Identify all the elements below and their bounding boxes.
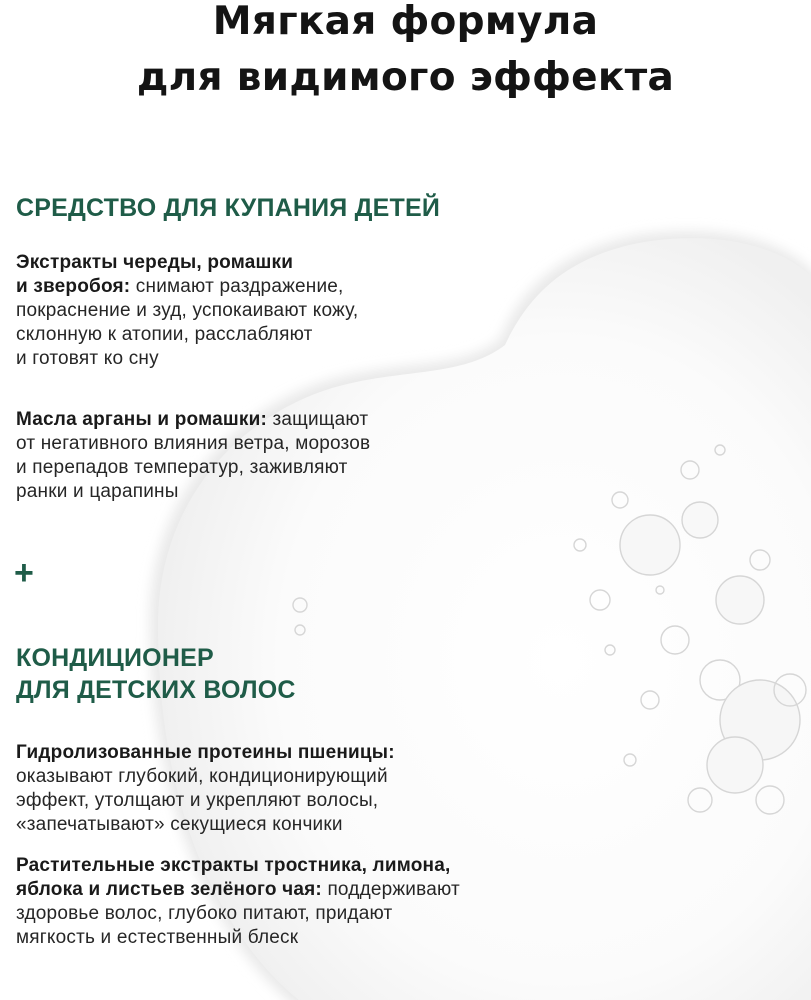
cond-p2-line-4: мягкость и естественный блеск bbox=[16, 927, 299, 948]
bath-p2-line-2: от негативного влияния ветра, морозов bbox=[16, 433, 371, 454]
title-line-2: для видимого эффекта bbox=[136, 55, 675, 100]
bath-ingredients-paragraph-2 bbox=[16, 408, 370, 504]
cond-p1-bold-1: Гидролизованные протеины пшеницы: bbox=[16, 742, 395, 763]
bath-p2-line-4: ранки и царапины bbox=[16, 481, 179, 502]
bath-p1-rest-2: снимают раздражение, bbox=[130, 276, 344, 297]
conditioner-heading-line-2: ДЛЯ ДЕТСКИХ ВОЛОС bbox=[16, 676, 296, 704]
cond-p2-bold-1: Растительные экстракты тростника, лимона, bbox=[16, 855, 451, 876]
bath-p2-bold-1: Масла арганы и ромашки: bbox=[16, 409, 267, 430]
bath-p1-line-5: и готовят ко сну bbox=[16, 348, 159, 369]
bath-ingredients-paragraph-1 bbox=[16, 251, 358, 371]
bath-p1-bold-2: и зверобоя: bbox=[16, 276, 131, 297]
cond-p1-line-4: «запечатывают» секущиеся кончики bbox=[16, 814, 343, 835]
bath-p2-line-3: и перепадов температур, заживляют bbox=[16, 457, 348, 478]
plus-sign: + bbox=[14, 554, 34, 592]
conditioner-ingredients-paragraph-2 bbox=[16, 854, 460, 950]
cond-p2-bold-2: яблока и листьев зелёного чая: bbox=[16, 879, 322, 900]
section-heading-conditioner bbox=[16, 642, 296, 706]
bath-p1-line-4: склонную к атопии, расслабляют bbox=[16, 324, 313, 345]
title-line-1: Мягкая формула bbox=[212, 0, 599, 44]
cond-p2-rest-2: поддерживают bbox=[321, 879, 460, 900]
page-title bbox=[0, 0, 811, 106]
bath-p1-line-3: покраснение и зуд, успокаивают кожу, bbox=[16, 300, 359, 321]
conditioner-heading-line-1: КОНДИЦИОНЕР bbox=[16, 644, 214, 672]
cond-p2-line-3: здоровье волос, глубоко питают, придают bbox=[16, 903, 393, 924]
bath-p1-bold-1: Экстракты череды, ромашки bbox=[16, 252, 294, 273]
cond-p1-line-3: эффект, утолщают и укрепляют волосы, bbox=[16, 790, 379, 811]
section-heading-bath: СРЕДСТВО ДЛЯ КУПАНИЯ ДЕТЕЙ bbox=[16, 194, 440, 222]
conditioner-ingredients-paragraph-1 bbox=[16, 741, 395, 837]
bath-p2-rest-1: защищают bbox=[267, 409, 369, 430]
cond-p1-line-2: оказывают глубокий, кондиционирующий bbox=[16, 766, 388, 787]
